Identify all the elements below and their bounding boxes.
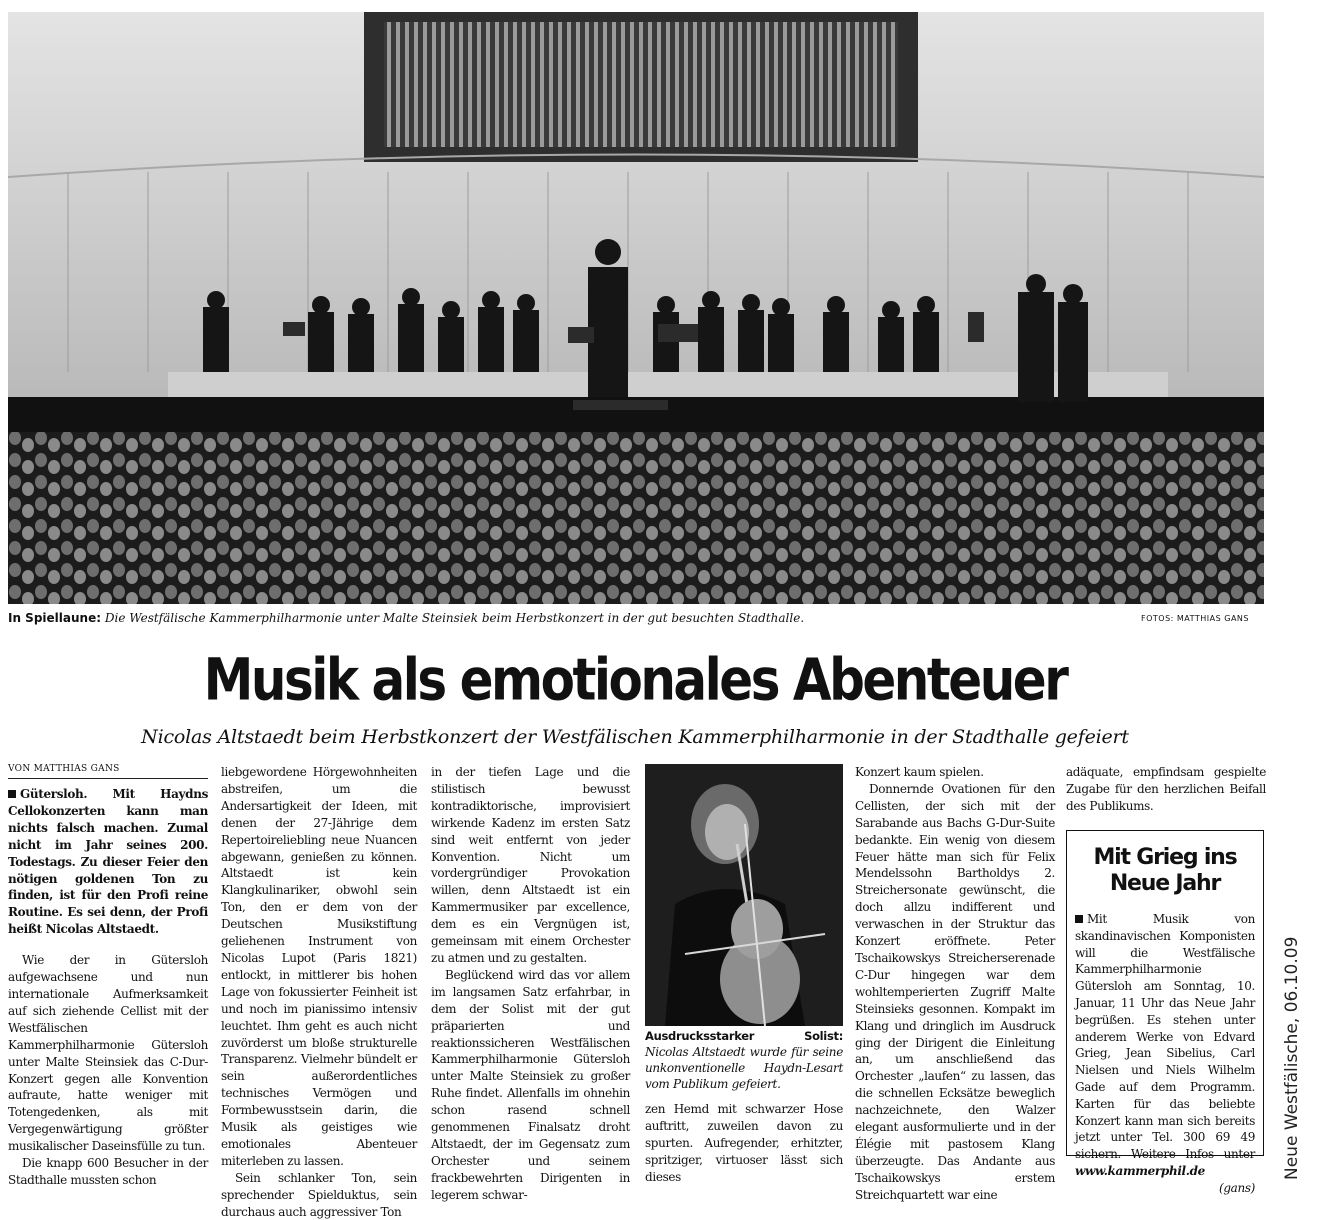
subheadline: Nicolas Altstaedt beim Herbstkonzert der Westfälischen Kammerphilharmonie in der Stadthalle gefeiert [141,726,1129,748]
photo-caption-text: Die Westfälische Kammerphilharmonie unter Malte Steinsiek beim Herbstkonzert in der gut besuchten Stadthalle. [104,611,805,625]
lead-paragraph [8,786,208,938]
byline: VON MATTHIAS GANS [8,764,120,774]
soloist-photo-caption [645,1028,843,1092]
author-signature: (gans) [1219,1180,1255,1195]
paragraph: zen Hemd mit schwarzer Hose auftritt, zuweilen davon zu spurten. Aufregender, erhitzter, spritziger, virtuoser lässt sich dieses [645,1102,843,1184]
info-box-body: Mit Musik von skandinavischen Komponisten will die Westfälische Kammerphilharmonie Gütersloh am Sonntag, 10. Januar, 11 Uhr das Neue Jahr begrüßen. Es stehen unter anderem Werke von Edvard Grieg, Jean Sibelius, Carl Nielsen und Niels Wilhelm Gade auf dem Programm. Karten für das beliebte Konzert kann man sich bereits jetzt unter Tel. 300 69 49 sichern. Weitere Infos unter [1075,912,1255,1162]
paragraph: Beglückend wird das vor allem im langsamen Satz erfahrbar, in dem der Solist mit der gut präparierten und reaktionssicheren Westfälischen Kammerphilharmonie Gütersloh unter Malte Steinsiek zu großer Ruhe findet. Allenfalls im ohnehin schon rasend schnell genommenen Finalsatz droht Altstaedt, der im Gegensatz zum Orchester und seinem frackbewehrten Dirigenten in legerem schwar- [431,967,630,1202]
soloist-photo [645,764,843,1026]
paragraph: Sein schlanker Ton, sein sprechender Spielduktus, sein durchaus auch aggressiver Ton [221,1170,417,1219]
headline: Musik als emotionales Abenteuer [203,646,1067,714]
photo-caption [8,608,1264,628]
article-column-6 [1066,764,1266,829]
paragraph: adäquate, empfindsam gespielte Zugabe für den herzlichen Beifall des Publikums. [1066,765,1266,813]
paragraph-marker-icon [1075,915,1083,923]
photo-credit: FOTOS: MATTHIAS GANS [1141,614,1249,623]
byline-divider [8,778,208,779]
paragraph: liebgewordene Hörgewohnheiten abstreifen, um die Andersartigkeit der Ideen, mit denen der 27-Jährige dem Repertoireliebling neue Nuancen abgewann, genießen zu können. Altstaedt ist kein Klangkulinariker, obwohl sein Ton, den er dem von der Deutschen Musikstiftung geliehenen Instrument von Nicolas Lupot (Paris 1821) entlockt, in mittlerer bis hohen Lage von fokussierter Feinheit ist und noch im pianissimo intensiv leuchtet. Ihm geht es auch nicht zuvörderst um bloße strukturelle Transparenz. Vielmehr bündelt er sein außerordentliches technisches Vermögen und Formbewusstsein darin, die Musik als geistiges wie emotionales Abenteuer miterleben zu lassen. [221,765,417,1168]
photo-caption-lead: In Spiellaune: [8,611,102,625]
cellist-illustration [645,764,843,1026]
concert-hall-illustration [8,12,1264,604]
lead-text: Gütersloh. Mit Haydns Cellokonzerten kann man nichts falsch machen. Zumal nicht im Jahr seines 200. Todestags. Zu dieser Feier den nötigen goldenen Ton zu finden, ist für den Profi reine Routine. Es sei denn, der Profi heißt Nicolas Altstaedt. [8,787,208,937]
paragraph-marker-icon [8,790,16,798]
paragraph: Die knapp 600 Besucher in der Stadthalle mussten schon [8,1156,208,1187]
soloist-caption-lead: Ausdrucksstarker Solist: [645,1029,843,1043]
article-column-4 [645,1101,843,1186]
article-column-2 [221,764,417,1219]
article-column-5 [855,764,1055,1202]
article-column-3 [431,764,630,1202]
website-link[interactable]: www.kammerphil.de [1075,1163,1205,1178]
paragraph: in der tiefen Lage und die stilistisch bewusst kontradiktorische, improvisiert wirkende Kadenz im ersten Satz sind weit entfernt von jeder Konvention. Nicht um vordergründiger Provokation willen, denn Altstaedt ist ein Kammermusiker par excellence, dem es ein Vergnügen ist, gemeinsam mit einem Orchester zu atmen und zu gestalten. [431,765,630,965]
paragraph: Konzert kaum spielen. [855,765,984,779]
article-column-1 [8,786,208,1186]
paragraph: Donnernde Ovationen für den Cellisten, der sich mit der Sarabande aus Bachs G-Dur-Suite bedankte. Ein wenig von diesem Feuer hätte man sich für Felix Mendelssohn Bartholdys 2. Streichersonate gewünscht, die doch allzu indifferent und verwaschen in der Struktur das Konzert eröffnete. Peter Tschaikowskys Streicherserenade C-Dur hingegen war dem wohltemperierten Zugriff Malte Steinsieks gesonnen. Kompakt im Klang und dringlich im Ausdruck ging der Dirigent die Einleitung an, um anschließend das Orchester „laufen“ zu lassen, das die schnellen Ecksätze beweglich nachzeichnete, den Walzer elegant ausformulierte und in der Élégie mit pastosem Klang überzeugte. Das Andante aus Tschaikowskys erstem Streichquartett war eine [855,781,1055,1202]
source-label: Neue Westfälische, 06.10.09 [1282,936,1302,1180]
info-box [1066,830,1264,1195]
soloist-caption-text: Nicolas Altstaedt wurde für seine unkonventionelle Haydn-Lesart vom Publikum gefeiert. [645,1045,843,1091]
info-box-title: Mit Grieg ins Neue Jahr [1093,845,1237,896]
paragraph: Wie der in Gütersloh aufgewachsene und nun internationale Aufmerksamkeit auf sich ziehende Cellist mit der Westfälischen Kammerphilharmonie Gütersloh unter Malte Steinsiek das C-Dur-Konzert gegen alle Konvention aufraute, hatte weniger mit Totengedenken, als mit Vergegenwärtigung größter musikalischer Daseinsfülle zu tun. [8,953,208,1154]
concert-photo [8,12,1264,604]
info-box-text [1075,911,1255,1196]
